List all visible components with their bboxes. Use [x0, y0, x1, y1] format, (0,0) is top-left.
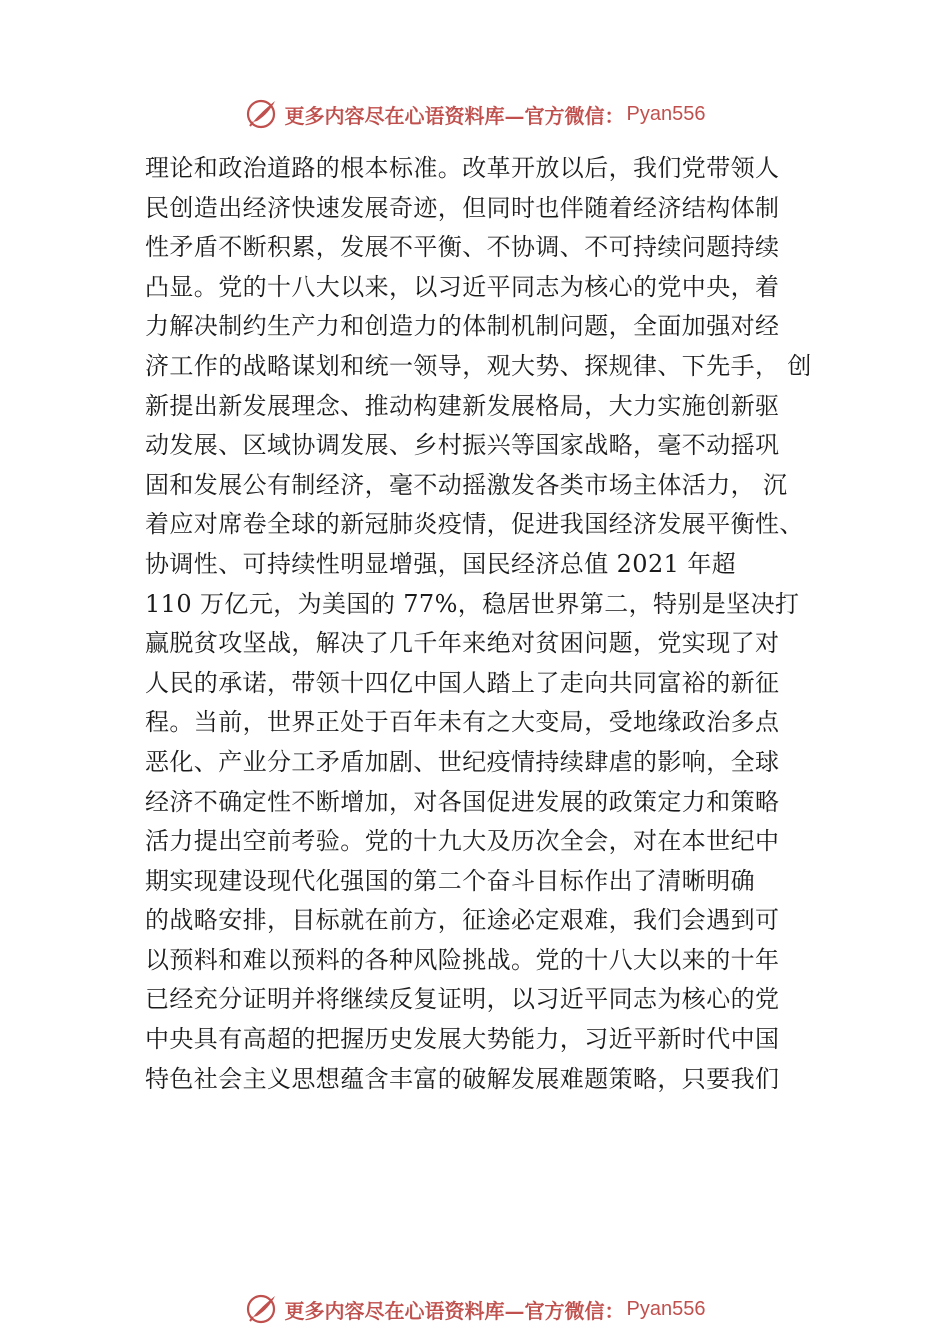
text-line: 已经充分证明并将继续反复证明，以习近平同志为核心的党: [145, 985, 780, 1014]
text-line: 特色社会主义思想蕴含丰富的破解发展难题策略，只要我们: [145, 1064, 780, 1093]
text-line: 理论和政治道路的根本标准。改革开放以后，我们党带领人: [145, 154, 780, 182]
text-line: 固和发展公有制经济，毫不动摇激发各类市场主体活力， 沉: [145, 470, 788, 499]
text-line: 人民的承诺，带领十四亿中国人踏上了走向共同富裕的新征: [145, 668, 780, 697]
text-line: 赢脱贫攻坚战，解决了几千年来绝对贫困问题，党实现了对: [145, 629, 780, 658]
banner-wechat-id: Pyan556: [626, 1297, 706, 1320]
text-line: 新提出新发展理念、推动构建新发展格局，大力实施创新驱: [145, 391, 780, 420]
banner-text: 更多内容尽在心语资料库—官方微信：: [284, 103, 625, 128]
text-line: 期实现建设现代化强国的第二个奋斗目标作出了清晰明确: [145, 866, 755, 895]
text-line: 协调性、可持续性明显增强，国民经济总值 2021 年超: [145, 549, 737, 578]
text-line: 力解决制约生产力和创造力的体制机制问题，全面加强对经: [145, 312, 780, 341]
quill-logo-icon: [245, 1292, 279, 1326]
text-line: 动发展、区域协调发展、乡村振兴等国家战略，毫不动摇巩: [145, 431, 780, 460]
banner-wechat-id: Pyan556: [626, 102, 706, 125]
quill-logo-icon: [245, 97, 279, 131]
text-line: 民创造出经济快速发展奇迹，但同时也伴随着经济结构体制: [145, 193, 780, 222]
text-line: 经济不确定性不断增加，对各国促进发展的政策定力和策略: [145, 787, 780, 816]
text-line: 着应对席卷全球的新冠肺炎疫情，促进我国经济发展平衡性、: [145, 510, 804, 539]
text-line: 济工作的战略谋划和统一领导，观大势、探规律、下先手， 创: [145, 351, 812, 380]
document-body: [145, 149, 845, 1099]
text-line: 中央具有高超的把握历史发展大势能力，习近平新时代中国: [145, 1025, 780, 1054]
footer-banner: [0, 1289, 950, 1329]
text-line: 恶化、产业分工矛盾加剧、世纪疫情持续肆虐的影响，全球: [145, 747, 780, 776]
text-line: 性矛盾不断积累，发展不平衡、不协调、不可持续问题持续: [145, 233, 780, 262]
header-banner: [0, 94, 950, 134]
text-line: 的战略安排，目标就在前方，征途必定艰难，我们会遇到可: [145, 906, 780, 935]
banner-text: 更多内容尽在心语资料库—官方微信：: [284, 1298, 625, 1323]
text-line: 程。当前，世界正处于百年未有之大变局，受地缘政治多点: [145, 708, 780, 737]
text-line: 凸显。党的十八大以来，以习近平同志为核心的党中央，着: [145, 272, 780, 301]
text-line: 活力提出空前考验。党的十九大及历次全会，对在本世纪中: [145, 827, 780, 856]
text-line: 110 万亿元，为美国的 77%，稳居世界第二，特别是坚决打: [145, 589, 800, 618]
text-line: 以预料和难以预料的各种风险挑战。党的十八大以来的十年: [145, 945, 780, 974]
